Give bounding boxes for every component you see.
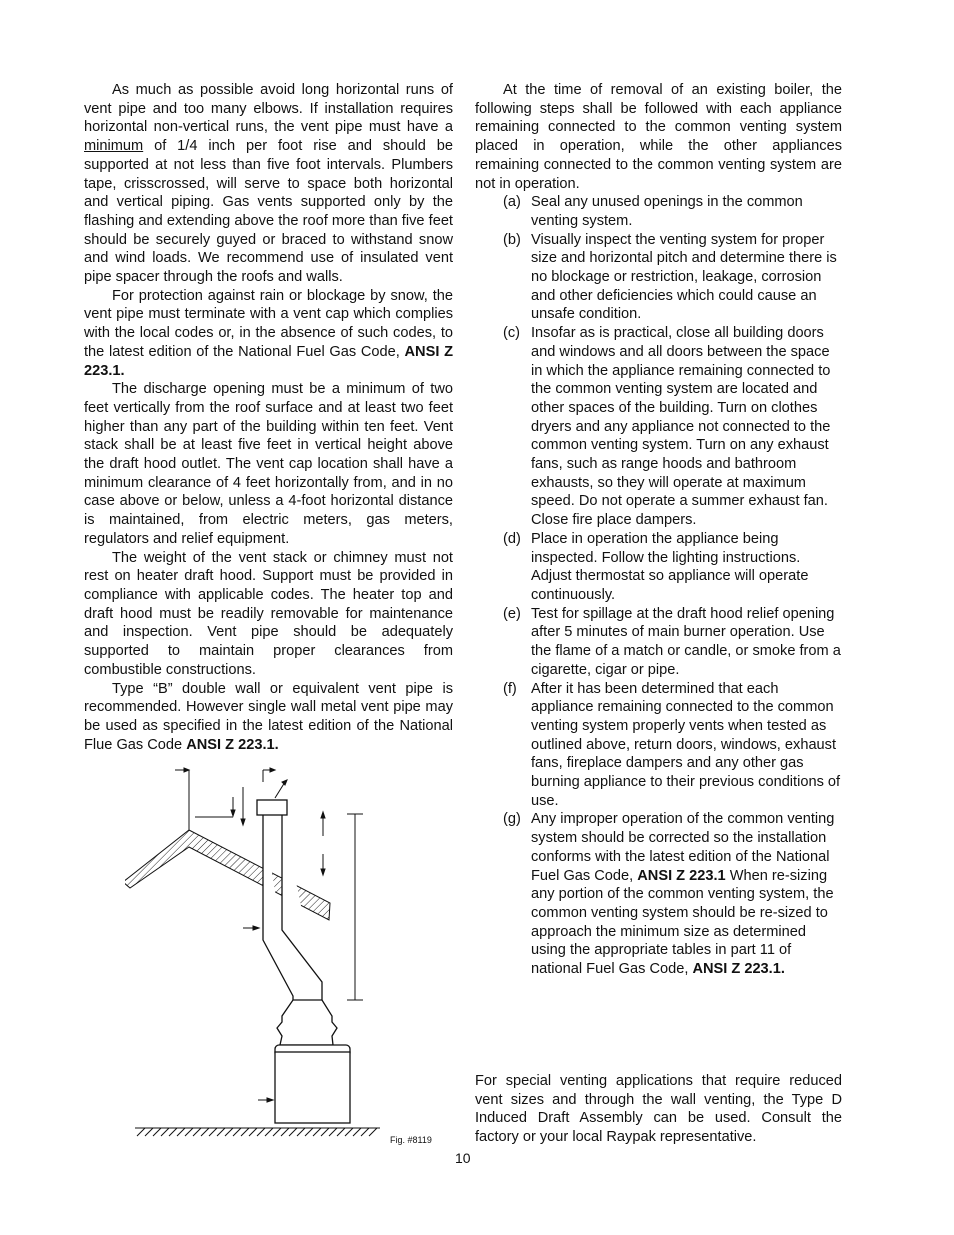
floor xyxy=(135,1128,380,1136)
draft-hood xyxy=(277,1000,337,1045)
list-item: (d) Place in operation the appliance being inspected. Follow the lighting instructions. Adjust thermostat so appliance will operate continuously. xyxy=(503,530,809,603)
vent-installation-diagram xyxy=(125,760,455,1145)
figure-label: Fig. #8119 xyxy=(390,1135,432,1145)
paragraph-vent-cap: For protection against rain or blockage by snow, the vent pipe must terminate with a vent cap which complies with the local codes or, in the absence of such codes, to the latest edition of the National Fuel Gas Code, ANSI Z 223.1. xyxy=(84,287,453,379)
paragraph-special-venting: For special venting applications that require reduced vent sizes and through the wall venting, the Type D Induced Draft Assembly can be used. Consult the factory or your local Raypak representative. xyxy=(475,1073,842,1146)
heater xyxy=(275,1045,350,1123)
left-column xyxy=(84,81,453,754)
paragraph-boiler-removal-intro: At the time of removal of an existing boiler, the following steps shall be followed with each appliance remaining connected to the common venting system placed in operation, while the other appliances remaining connected to the common venting system are not in operation. xyxy=(475,82,842,192)
paragraph-discharge-opening: The discharge opening must be a minimum of two feet vertically from the roof surface and at least two feet higher than any part of the building within ten feet. Vent stack shall be at least five feet in vertical height above the draft hood outlet. The vent cap location shall have a minimum clearance of 4 feet horizontally from, and in no case above or below, unless a 4-foot horizontal distance is maintained, from electric meters, gas meters, regulators and relief equipment. xyxy=(84,381,453,547)
list-item: (b) Visually inspect the venting system for proper size and horizontal pitch and determine there is no blockage or restriction, leakage, corrosion and other deficiencies which could cause an unsafe condition. xyxy=(503,231,837,323)
paragraph-horizontal-runs: As much as possible avoid long horizontal runs of vent pipe and too many elbows. If installation requires horizontal non-vertical runs, the vent pipe must have a minimum of 1/4 inch per foot rise and should be supported at not less than five foot intervals. Plumbers tape, crisscrossed, will serve to space both horizontal and vertical piping. Gas vents supported only by the flashing and extending above the roof more than five feet should be securely guyed or braced to withstand snow and wind loads. We recommend use of insulated vent pipe spacer through the roofs and walls. xyxy=(84,82,453,286)
list-item: (f) After it has been determined that each appliance remaining connected to the common venting system properly vents when tested as outlined above, return doors, windows, exhaust fans, fireplace dampers and any other gas burning appliance to their previous conditions of use. xyxy=(503,680,841,809)
removal-steps-list xyxy=(475,193,842,979)
list-item: (c) Insofar as is practical, close all building doors and windows and all doors between the space in which the appliance remaining connected to the common venting system are located and other spaces of the building. Turn on clothes dryers and any appliance not connected to the common venting system. Turn on any exhaust fans, such as range hoods and bathroom exhausts, so they will operate at maximum speed. Do not operate a summer exhaust fan. Close fire place dampers. xyxy=(503,325,831,529)
page-number: 10 xyxy=(455,1150,471,1166)
list-item: (g) Any improper operation of the common venting system should be corrected so the installation conforms with the latest edition of the National Fuel Gas Code, ANSI Z 223.1 When re-sizing any portion of the common venting system, the common venting system should be re-sized to approach the minimum size as determined using the appropriate tables in part 11 of national Fuel Gas Code, ANSI Z 223.1. xyxy=(503,811,835,978)
list-item: (a) Seal any unused openings in the common venting system. xyxy=(503,194,803,229)
list-item: (e) Test for spillage at the draft hood relief opening after 5 minutes of main burner operation. Use the flame of a match or candle, or smoke from a cigarette, cigar or pipe. xyxy=(503,605,841,678)
paragraph-vent-stack-weight: The weight of the vent stack or chimney must not rest on heater draft hood. Support must be provided in compliance with applicable codes. The heater top and draft hood must be readily removable for maintenance and inspection. Vent pipe should be adequately supported to maintain proper clearances from combustible constructions. xyxy=(84,549,453,678)
paragraph-vent-pipe-type: Type “B” double wall or equivalent vent pipe is recommended. However single wall metal vent pipe may be used as specified in the latest edition of the National Flue Gas Code ANSI Z 223.1. xyxy=(84,680,453,753)
right-column xyxy=(475,81,842,979)
